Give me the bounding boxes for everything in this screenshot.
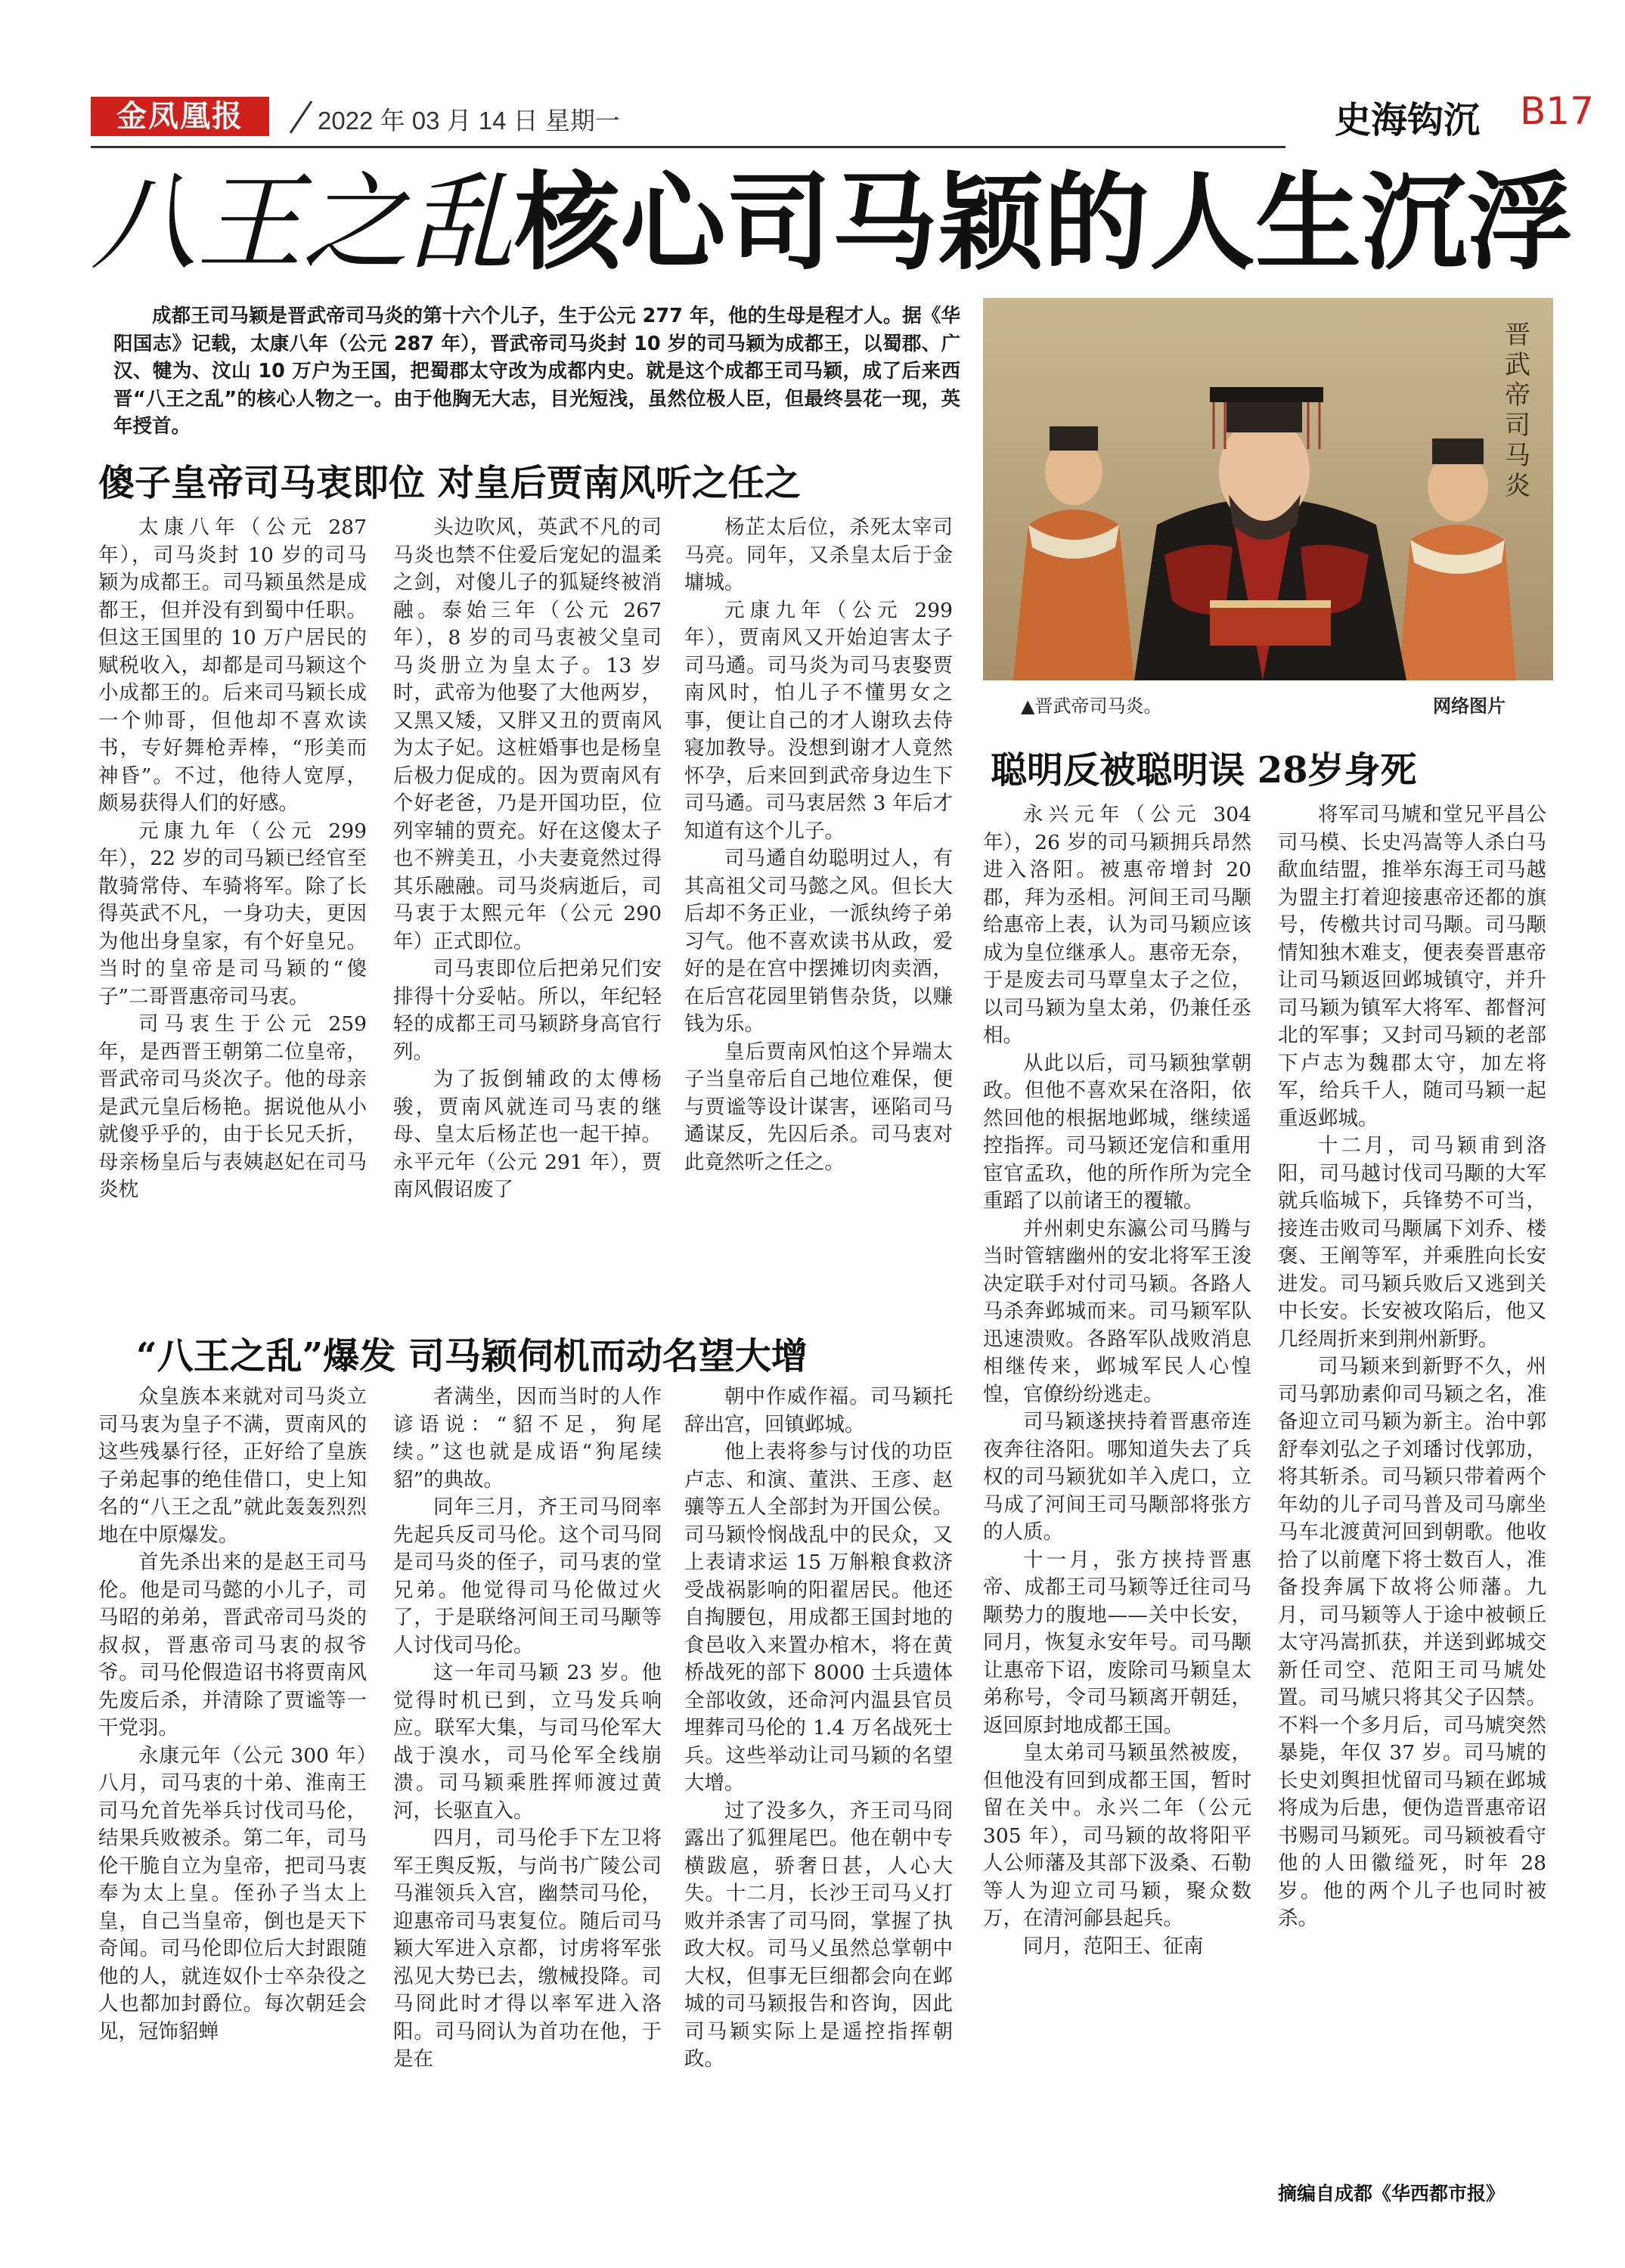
svg-text:炎: 炎 [1505,471,1530,501]
paragraph: 并州刺史东瀛公司马腾与当时管辖幽州的安北将军王浚决定联手对付司马颖。各路人马杀奔邺城而来。司马颖军队迅速溃败。各路军队战败消息相继传来，邺城军民人心惶惶，官僚纷纷逃走。 [983,1216,1251,1406]
article-column [1278,801,1546,2147]
paragraph: 同年三月，齐王司马冏率先起兵反司马伦。这个司马冏是司马炎的侄子，司马衷的堂兄弟。他觉得司马伦做过火了，于是联络河间王司马颙等人讨伐司马伦。 [393,1495,662,1657]
headline-part-2: 核心司马颖的人生沉浮 [514,162,1574,285]
newspaper-logo: 金凤凰报 [91,97,269,136]
paragraph: 者满坐，因而当时的人作谚语说：“貂不足，狗尾续。”这也就是成语“狗尾续貂”的典故。 [393,1385,662,1492]
header-rule [91,146,1285,148]
paragraph: 众皇族本来就对司马炎立司马衷为皇子不满，贾南风的这些残暴行径，正好给了皇族子弟起事的绝佳借口，史上知名的“八王之乱”就此轰轰烈烈地在中原爆发。 [98,1385,367,1547]
svg-text:武: 武 [1505,350,1530,380]
paragraph: 首先杀出来的是赵王司马伦。他是司马懿的小儿子，司马昭的弟弟，晋武帝司马炎的叔叔，晋惠帝司马衷的叔爷爷。司马伦假造诏书将贾南风先废后杀，并清除了贾谧等一干党羽。 [98,1551,367,1740]
paragraph: 司马颖遂挟持着晋惠帝连夜奔往洛阳。哪知道失去了兵权的司马颖犹如羊入虎口，立马成了河间王司马颙部将张方的人质。 [983,1410,1251,1544]
paragraph: 永兴元年（公元 304 年），26 岁的司马颖拥兵昂然进入洛阳。被惠帝增封 20 郡，拜为丞相。河间王司马颙给惠帝上表，认为司马颖应该成为皇位继承人。惠帝无奈，于是废去司马覃皇太子之位，以司马颖为皇太弟，仍兼任丞相。 [983,803,1251,1047]
paragraph: 司马颖来到新野不久，州司马郭劢素仰司马颖之名，准备迎立司马颖为新主。治中郭舒奉刘弘之子刘璠讨伐郭劢，将其斩杀。司马颖只带着两个年幼的儿子司马普及司马廓坐马车北渡黄河回到朝歌。他收拾了以前麾下将士数百人，准备投奔属下故将公师藩。九月，司马颖等人于途中被顿丘太守冯嵩抓获，并送到邺城交新任司空、范阳王司马虓处置。司马虓只将其父子囚禁。不料一个多月后，司马虓突然暴毙，年仅 37 岁。司马虓的长史刘舆担忧留司马颖在邺城将成为后患，便伪造晋惠帝诏书赐司马颖死。司马颖被看守他的人田徽缢死，时年 28 岁。他的两个儿子也同时被杀。 [1278,1355,1546,1930]
paragraph: 司马衷生于公元 259 年，是西晋王朝第二位皇帝，晋武帝司马炎次子。他的母亲是武元皇后杨艳。据说他从小就傻乎乎的，由于长兄夭折，母亲杨皇后与表姨赵妃在司马炎枕 [98,1012,367,1201]
paragraph: 为了扳倒辅政的太傅杨骏，贾南风就连司马衷的继母、皇太后杨芷也一起干掉。永平元年（公元 291 年），贾南风假诏废了 [393,1067,662,1201]
page-headline [91,155,1574,292]
article-lead: 成都王司马颖是晋武帝司马炎的第十六个儿子，生于公元 277 年，他的生母是程才人。据《华阳国志》记载，太康八年（公元 287 年），晋武帝司马炎封 10 岁的司马颖为成都王，以蜀郡、广汉、犍为、汶山 10 万户为王国，把蜀郡太守改为成都内史。就是这个成都王司马颖，成了后来西晋“八王之乱”的核心人物之一。由于他胸无大志，目光短浅，虽然位极人臣，但最终昙花一现，英年授首。 [113,305,960,438]
headline-part-1: 八王之乱 [91,162,515,285]
paragraph: 杨芷太后位，杀死太宰司马亮。同年，又杀皇太后于金墉城。 [684,516,953,594]
svg-text:马: 马 [1505,441,1530,471]
slash-divider [286,97,316,136]
svg-text:帝: 帝 [1505,380,1530,411]
paragraph: 十一月，张方挟持晋惠帝、成都王司马颖等迁往司马颙势力的腹地——关中长安，同月，恢复永安年号。司马颙让惠帝下诏，废除司马颖皇太弟称号，令司马颖离开朝廷，返回原封地成都王国。 [983,1548,1251,1737]
article-column [393,1383,662,2215]
paragraph: 十二月，司马颖甫到洛阳，司马越讨伐司马颙的大军就兵临城下，兵锋势不可当，接连击败司马颙属下刘乔、楼褒、王阐等军，并乘胜向长安进发。司马颖兵败后又逃到关中长安。长安被攻陷后，他又几经周折来到荆州新野。 [1278,1134,1546,1351]
section-heading-1: 傻子皇帝司马衷即位 对皇后贾南风听之任之 [98,462,801,504]
paragraph: 皇太弟司马颖虽然被废，但他没有回到成都王国，暂时留在关中。永兴二年（公元 305 年），司马颖的故将阳平人公师藩及其部下汲桑、石勒等人为迎立司马颖，聚众数万，在清河鄃县起兵。 [983,1741,1251,1930]
paragraph: 头边吹风，英武不凡的司马炎也禁不住爱后宠妃的温柔之剑，对傻儿子的狐疑终被消融。泰始三年（公元 267 年），8 岁的司马衷被父皇司马炎册立为皇太子。13 岁时，武帝为他娶了大他两岁，又黑又矮，又胖又丑的贾南风为太子妃。这桩婚事也是杨皇后极力促成的。因为贾南风有个好老爸，乃是开国功臣，位列宰辅的贾充。好在这傻太子也不辨美丑，小夫妻竟然过得其乐融融。司马炎病逝后，司马衷于太熙元年（公元 290 年）正式即位。 [393,516,662,953]
photo-credit: 网络图片 [1433,696,1506,717]
section-heading-3: 聪明反被聪明误 28岁身死 [991,749,1417,792]
paragraph: 永康元年（公元 300 年）八月，司马衷的十弟、淮南王司马允首先举兵讨伐司马伦，结果兵败被杀。第二年，司马伦干脆自立为皇帝，把司马衷奉为太上皇。侄孙子当太上皇，自己当皇帝，倒也是天下奇闻。司马伦即位后大封跟随他的人，就连奴仆士卒杂役之人也都加封爵位。每次朝廷会见，冠饰貂蝉 [98,1743,367,2043]
paragraph: 过了没多久，齐王司马冏露出了狐狸尾巴。他在朝中专横跋扈，骄奢日甚，人心大失。十二月，长沙王司马乂打败并杀害了司马冏，掌握了执政大权。司马乂虽然总掌朝中大权，但事无巨细都会向在邺城的司马颖报告和咨询，因此司马颖实际上是遥控指挥朝政。 [684,1799,953,2071]
paragraph: 元康九年（公元 299 年），贾南风又开始迫害太子司马遹。司马炎为司马衷娶贾南风时，怕儿子不懂男女之事，便让自己的才人谢玖去侍寝加教导。没想到谢才人竟然怀孕，后来回到武帝身边生下司马遹。司马衷居然 3 年后才知道有这个儿子。 [684,598,953,843]
emperor-portrait-image [983,298,1553,680]
paragraph: 从此以后，司马颖独掌朝政。但他不喜欢呆在洛阳，依然回他的根据地邺城，继续遥控指挥。司马颖还宠信和重用宦官孟玖，他的所作所为完全重蹈了以前诸王的覆辙。 [983,1051,1251,1213]
section-heading-2: “八王之乱”爆发 司马颖伺机而动名望大增 [136,1335,808,1377]
section-name: 史海钩沉 [1335,99,1481,141]
paragraph: 司马衷即位后把弟兄们安排得十分妥帖。所以，年纪轻轻的成都王司马颖跻身高官行列。 [393,957,662,1064]
article-column [684,514,953,1308]
paragraph: 司马遹自幼聪明过人，有其高祖父司马懿之风。但长大后却不务正业，一派纨绔子弟习气。他不喜欢读书从政，爱好的是在宫中摆摊切肉卖酒，在后宫花园里销售杂货，以赚钱为乐。 [684,847,953,1036]
paragraph: 他上表将参与讨伐的功臣卢志、和演、董洪、王彦、赵骧等五人全部封为开国公侯。司马颖怜悯战乱中的民众，又上表请求运 15 万斛粮食救济受战祸影响的阳翟居民。他还自掏腰包，用成都王国封地的食邑收入来置办棺木，将在黄桥战死的部下 8000 士兵遗体全部收敛，还命河内温县官员埋葬司马伦的 1.4 万名战死士兵。这些举动让司马颖的名望大增。 [684,1440,953,1795]
article-column [983,801,1251,2215]
paragraph: 太康八年（公元 287 年），司马炎封 10 岁的司马颖为成都王。司马颖虽然是成都王，但并没有到蜀中任职。但这王国里的 10 万户居民的赋税收入，却都是司马颖这个小成都王的。后来司马颖长成一个帅哥，但他却不喜欢读书，专好舞枪弄棒，“形美而神昏”。不过，他待人宽厚，颇易获得人们的好感。 [98,516,367,815]
article-column [98,514,367,1308]
article-column [393,514,662,1308]
article-column [98,1383,367,2215]
paragraph: 四月，司马伦手下左卫将军王舆反叛，与尚书广陵公司马漼领兵入宫，幽禁司马伦，迎惠帝司马衷复位。随后司马颖大军进入京都，讨虏将军张泓见大势已去，缴械投降。司马冏此时才得以率军进入洛阳。司马冏认为首功在他，于是在 [393,1826,662,2071]
paragraph: 元康九年（公元 299 年），22 岁的司马颖已经官至散骑常侍、车骑将军。除了长得英武不凡，一身功夫，更因为他出身皇家，有个好皇兄。当时的皇帝是司马颖的“傻子”二哥晋惠帝司马衷。 [98,819,367,1009]
svg-text:司: 司 [1505,411,1530,441]
article-column [684,1383,953,2215]
photo-caption: ▲晋武帝司马炎。 [1021,696,1162,717]
issue-date: 2022 年 03 月 14 日 星期一 [318,107,620,135]
paragraph: 皇后贾南风怕这个异端太子当皇帝后自己地位难保，便与贾谧等设计谋害，诬陷司马遹谋反，先囚后杀。司马衷对此竟然听之任之。 [684,1040,953,1174]
page-number: B17 [1520,89,1594,133]
paragraph: 朝中作威作福。司马颖托辞出宫，回镇邺城。 [684,1385,953,1436]
paragraph: 将军司马虓和堂兄平昌公司马模、长史冯嵩等人杀白马歃血结盟，推举东海王司马越为盟主打着迎接惠帝还都的旗号，传檄共讨司马颙。司马颙情知独木难支，便表奏晋惠帝让司马颖返回邺城镇守，并升司马颖为镇军大将军、都督河北的军事；又封司马颖的老部下卢志为魏郡太守，加左将军，给兵千人，随司马颖一起重返邺城。 [1278,803,1546,1130]
source-credit: 摘编自成都《华西都市报》 [1278,2183,1506,2204]
paragraph: 同月，范阳王、征南 [1023,1934,1204,1958]
paragraph: 这一年司马颖 23 岁。他觉得时机已到，立马发兵响应。联军大集，与司马伦军大战于溴水，司马伦军全线崩溃。司马颖乘胜挥师渡过黄河，长驱直入。 [393,1661,662,1823]
emperor-painting [983,298,1553,680]
painting-inscription: 晋 [1505,320,1530,350]
